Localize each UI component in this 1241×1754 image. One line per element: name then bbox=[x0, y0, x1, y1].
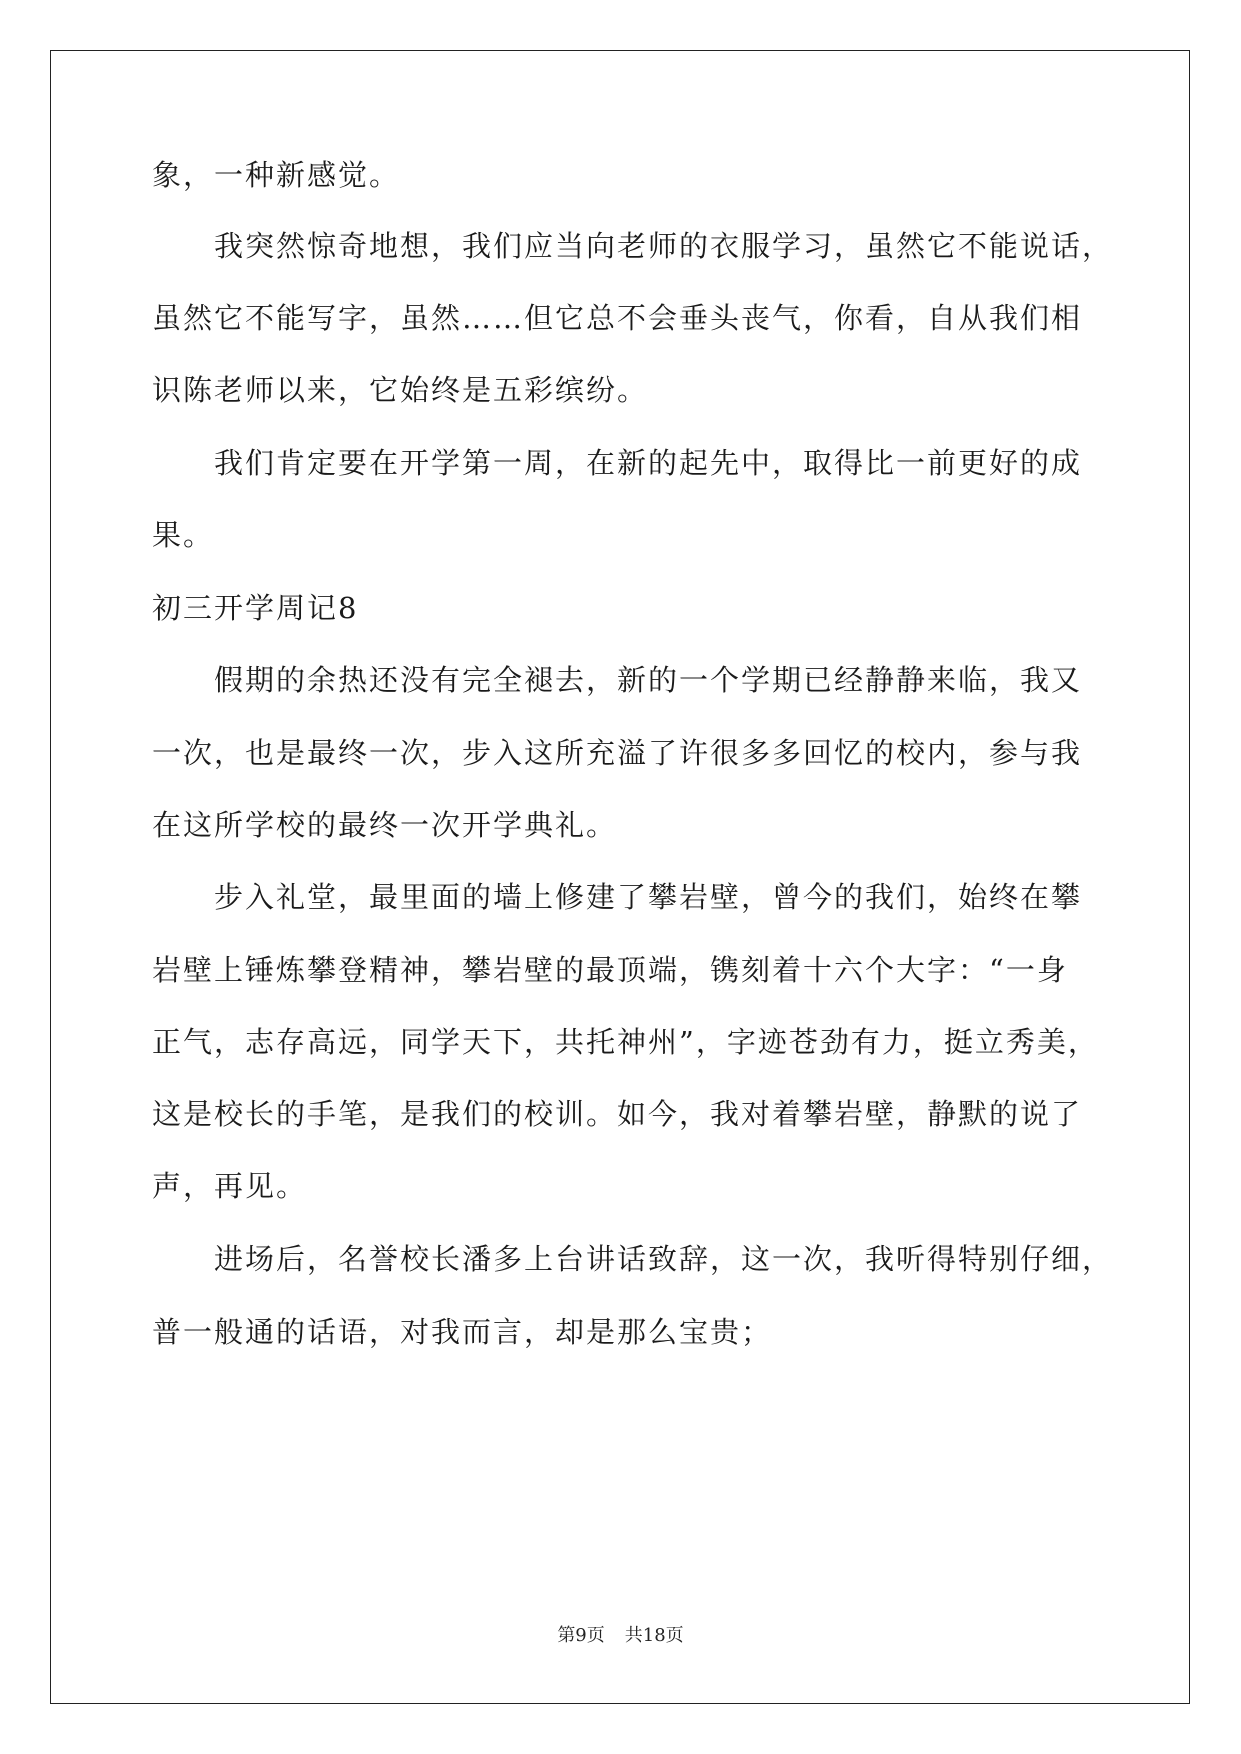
text-line: 识陈老师以来，它始终是五彩缤纷。 bbox=[152, 373, 649, 407]
paragraph-start-line: 假期的余热还没有完全褪去，新的一个学期已经静静来临，我又 bbox=[214, 663, 1083, 697]
paragraph-start-line: 步入礼堂，最里面的墙上修建了攀岩壁，曾今的我们，始终在攀 bbox=[214, 880, 1083, 914]
paragraph-start-line: 进场后，名誉校长潘多上台讲话致辞，这一次，我听得特别仔细， bbox=[214, 1242, 1114, 1276]
total-pages-label: 共18页 bbox=[624, 1625, 684, 1646]
text-line: 这是校长的手笔，是我们的校训。如今，我对着攀岩壁，静默的说了 bbox=[152, 1097, 1083, 1131]
text-line: 普一般通的话语，对我而言，却是那么宝贵； bbox=[152, 1315, 773, 1349]
paragraph-start-line: 我们肯定要在开学第一周，在新的起先中，取得比一前更好的成 bbox=[214, 446, 1083, 480]
text-line: 声，再见。 bbox=[152, 1169, 308, 1203]
current-page-label: 第9页 bbox=[557, 1625, 605, 1646]
text-line: 虽然它不能写字，虽然……但它总不会垂头丧气，你看，自从我们相 bbox=[152, 301, 1083, 335]
text-line: 岩壁上锤炼攀登精神，攀岩壁的最顶端，镌刻着十六个大字：“一身 bbox=[152, 953, 1068, 987]
text-line: 果。 bbox=[152, 518, 215, 552]
text-line: 在这所学校的最终一次开学典礼。 bbox=[152, 808, 618, 842]
page-footer bbox=[0, 1624, 1241, 1648]
text-line: 正气，志存高远，同学天下，共托神州”，字迹苍劲有力，挺立秀美， bbox=[152, 1025, 1099, 1059]
text-line: 一次，也是最终一次，步入这所充溢了许很多多回忆的校内，参与我 bbox=[152, 736, 1083, 770]
paragraph-start-line: 我突然惊奇地想，我们应当向老师的衣服学习，虽然它不能说话， bbox=[214, 229, 1114, 263]
section-heading: 初三开学周记8 bbox=[152, 591, 359, 625]
text-line: 象，一种新感觉。 bbox=[152, 158, 401, 192]
